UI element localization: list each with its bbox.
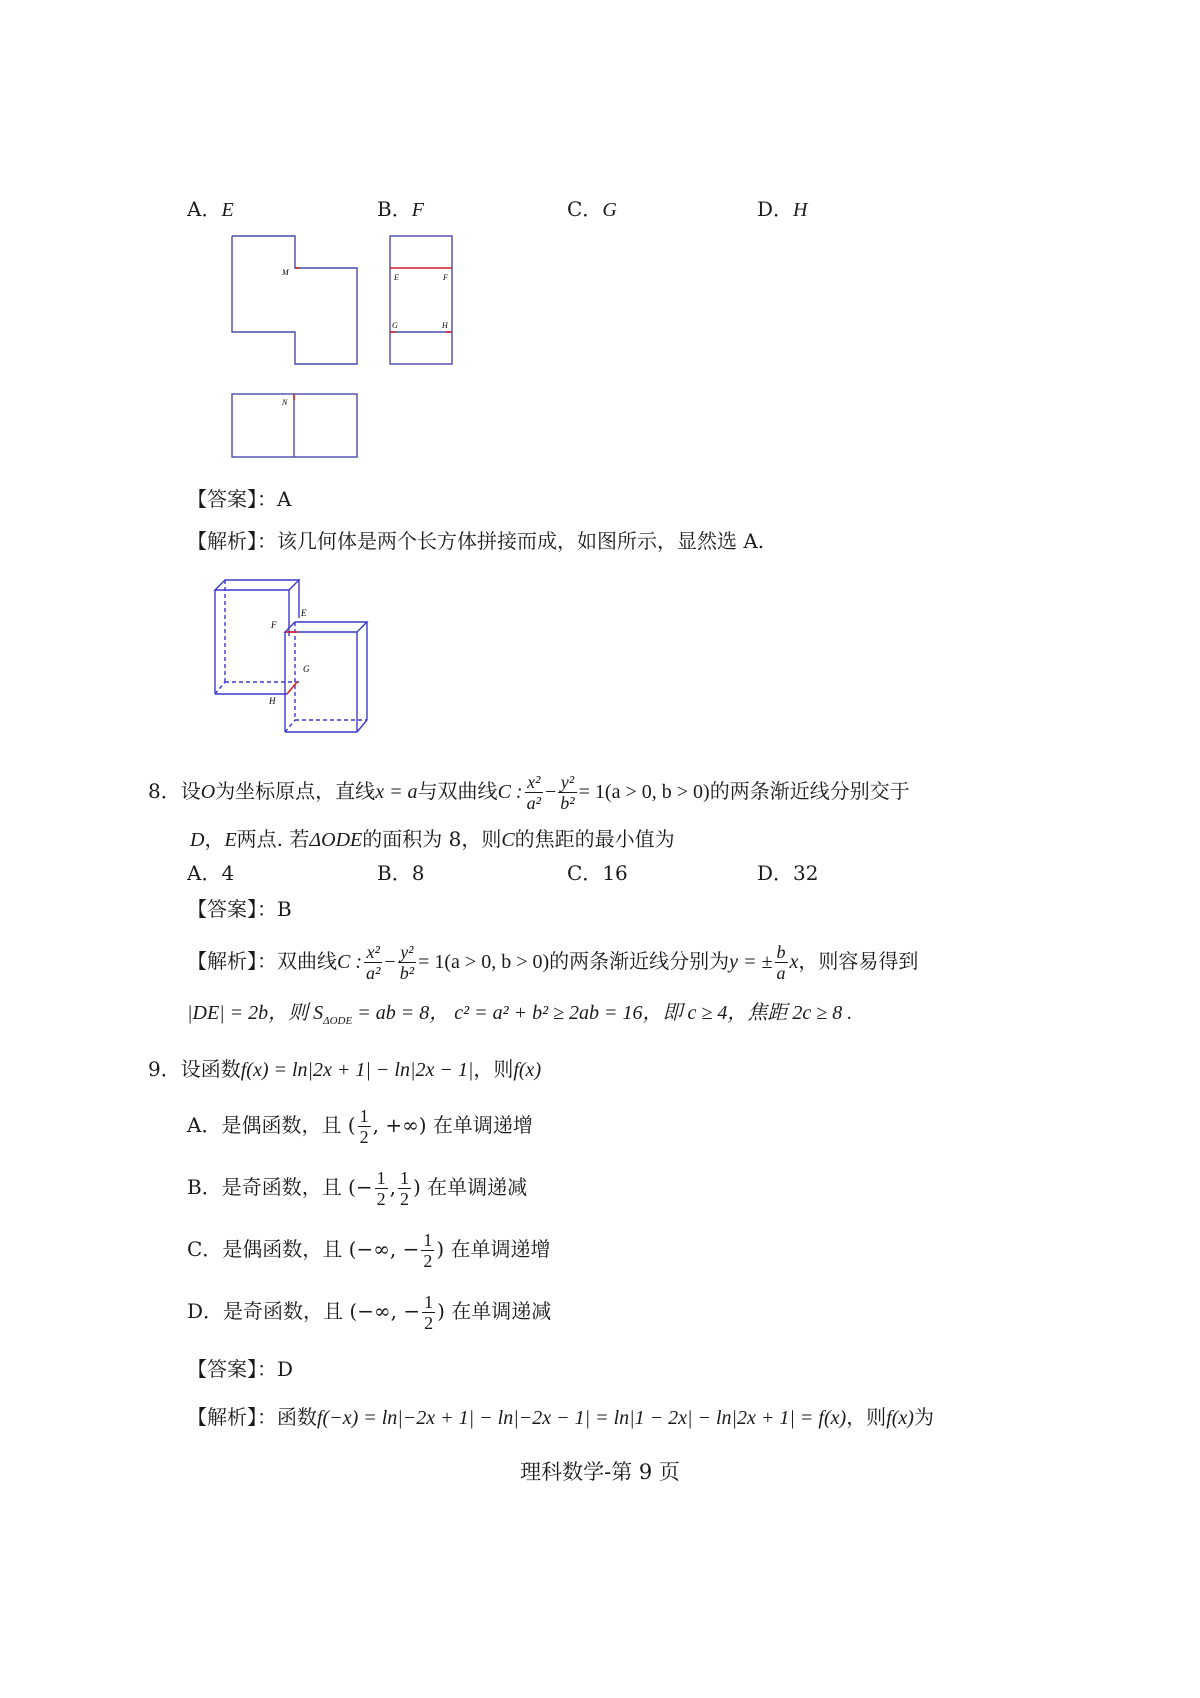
option-key: D． (757, 197, 794, 221)
option-value: H (793, 199, 808, 221)
analysis-text: 为 (913, 1405, 934, 1429)
answer-tag: 【答案】： (187, 897, 277, 921)
analysis-math: − (384, 951, 396, 973)
analysis-tag: 【解析】： (187, 529, 277, 553)
frac-den: 2 (423, 1251, 433, 1271)
analysis-math: = ab = 8， c² = a² + b² ≥ 2ab = 16，即 c ≥ 4，焦距 2c ≥ 8 . (352, 1002, 853, 1024)
frac-den: 2 (376, 1189, 386, 1209)
analysis-math: = 1(a > 0, b > 0) (418, 951, 550, 973)
q8-stem-line1 (148, 772, 910, 813)
q7-option-c (567, 196, 617, 223)
label-g: G (392, 321, 398, 330)
q8-analysis-line1 (187, 942, 918, 983)
label-h: H (442, 321, 448, 330)
q9-answer (187, 1356, 293, 1382)
frac-num: 1 (424, 1292, 434, 1312)
q8-text: 的面积为 8，则 (362, 827, 502, 851)
q7-solid-figure (205, 570, 385, 740)
q8-analysis-frac-x (364, 942, 382, 983)
option-text: ) 在单调递减 (437, 1299, 552, 1323)
frac-den: a (776, 963, 786, 983)
q9-option-a (187, 1106, 533, 1147)
q8-text: 设 (180, 779, 201, 803)
option-value: 16 (602, 861, 628, 885)
q8-math: x = a (375, 781, 418, 803)
q9-option-b (187, 1168, 527, 1209)
q9-text: ，则 (473, 1057, 514, 1081)
q8-math: ΔODE (309, 829, 363, 851)
q8-analysis-frac-y (398, 942, 416, 983)
option-key: A． (187, 1113, 222, 1137)
analysis-tag: 【解析】： (187, 1405, 277, 1429)
frac-den: b² (399, 963, 415, 983)
answer-value: D (277, 1357, 294, 1381)
option-text: , (389, 1175, 396, 1199)
option-value: F (411, 199, 424, 221)
answer-tag: 【答案】： (187, 1357, 277, 1381)
q7-analysis (187, 528, 764, 554)
option-value: E (221, 199, 234, 221)
q7-net-figure (220, 228, 470, 468)
q9-number: 9． (148, 1057, 181, 1081)
solid-label-h: H (269, 696, 276, 706)
analysis-text: 双曲线 (277, 949, 337, 973)
option-key: A． (187, 861, 222, 885)
q9-math: f(x) = ln|2x + 1| − ln|2x − 1| (240, 1059, 474, 1081)
q8-math: O (200, 781, 216, 803)
q9-analysis (187, 1404, 934, 1431)
q9-text: 设函数 (180, 1057, 241, 1081)
q9-math: f(x) (513, 1059, 542, 1081)
q8-text: 两点. 若 (236, 827, 310, 851)
q8-stem-line2 (190, 826, 675, 853)
frac-num: x² (364, 942, 382, 963)
option-text: , +∞) 在单调递增 (372, 1113, 533, 1137)
option-frac (358, 1106, 371, 1147)
option-text: 是奇函数，且 (−∞, − (223, 1299, 421, 1323)
option-text: 是偶函数，且 ( (221, 1113, 356, 1137)
q8-option-a (187, 860, 234, 886)
label-m: M (282, 268, 289, 277)
q7-option-d (757, 196, 808, 223)
q8-text: 为坐标原点，直线 (215, 779, 376, 803)
analysis-sub: ΔODE (323, 1015, 353, 1027)
option-frac-2 (398, 1168, 411, 1209)
analysis-math: f(x) (886, 1407, 914, 1429)
analysis-text: ，则容易得到 (798, 949, 919, 973)
label-f: F (443, 273, 448, 282)
frac-num: x² (525, 772, 543, 793)
solid-label-g: G (303, 664, 310, 674)
option-text: ) 在单调递增 (436, 1237, 551, 1261)
frac-num: 1 (359, 1106, 369, 1126)
q7-answer (187, 486, 291, 512)
frac-den: 2 (399, 1189, 409, 1209)
option-frac (421, 1230, 434, 1271)
frac-num: b (776, 942, 786, 962)
q8-number: 8． (148, 779, 181, 803)
q8-math: C : (497, 781, 523, 803)
q8-text: 与双曲线 (417, 779, 498, 803)
option-key: B． (377, 197, 412, 221)
q9-stem (148, 1056, 541, 1083)
q9-option-c (187, 1230, 551, 1271)
q8-option-d (757, 860, 819, 886)
q8-option-c (567, 860, 628, 886)
frac-num: 1 (399, 1168, 409, 1188)
analysis-text: 的两条渐近线分别为 (549, 949, 730, 973)
q8-option-b (377, 860, 424, 886)
analysis-text: 该几何体是两个长方体拼接而成，如图所示，显然选 A. (277, 529, 765, 553)
answer-value: B (277, 897, 292, 921)
q8-analysis-line2 (187, 1000, 852, 1034)
frac-den: 2 (359, 1127, 369, 1147)
analysis-math: |DE| = 2b，则 S (187, 1002, 324, 1024)
solid-label-e: E (301, 608, 307, 618)
label-n: N (282, 398, 288, 407)
q7-option-a (187, 196, 234, 223)
q8-math: − (544, 781, 557, 803)
option-value: 32 (793, 861, 819, 885)
analysis-text: 函数 (277, 1405, 317, 1429)
frac-den: a² (526, 793, 541, 813)
option-key: A． (187, 197, 222, 221)
frac-den: a² (366, 963, 381, 983)
analysis-math: y = ± (729, 951, 773, 973)
frac-den: b² (560, 793, 575, 813)
option-text: 是偶函数，且 (−∞, − (222, 1237, 420, 1261)
q8-answer (187, 896, 292, 922)
frac-den: 2 (424, 1313, 434, 1333)
option-key: D． (757, 861, 794, 885)
analysis-math: f(−x) = ln|−2x + 1| − ln|−2x − 1| = ln|1 − 2x| − ln|2x + 1| = f(x) (317, 1407, 847, 1429)
frac-num: 1 (376, 1168, 386, 1188)
q8-math: D (190, 829, 205, 851)
option-key: B． (377, 861, 412, 885)
option-key: C． (567, 197, 603, 221)
q9-option-d (187, 1292, 551, 1333)
frac-num: y² (558, 772, 576, 793)
solid-label-f: F (271, 620, 277, 630)
q8-text: ， (204, 827, 225, 851)
frac-num: 1 (423, 1230, 433, 1250)
analysis-math: C : (337, 951, 362, 973)
q7-option-b (377, 196, 424, 223)
analysis-tag: 【解析】： (187, 949, 277, 973)
q8-text: 的焦距的最小值为 (514, 827, 675, 851)
option-key: B． (187, 1175, 222, 1199)
option-value: 4 (221, 861, 235, 885)
option-frac (422, 1292, 435, 1333)
option-key: C． (187, 1237, 223, 1261)
analysis-math: x (789, 951, 799, 973)
option-key: D． (187, 1299, 224, 1323)
q8-analysis-frac-ba (775, 942, 788, 983)
option-value: 8 (411, 861, 425, 885)
analysis-text: ，则 (846, 1405, 887, 1429)
answer-value: A (277, 487, 292, 511)
answer-tag: 【答案】： (187, 487, 277, 511)
option-key: C． (567, 861, 603, 885)
label-e: E (394, 273, 399, 282)
option-value: G (602, 199, 617, 221)
page-footer: 理科数学-第 9 页 (520, 1460, 680, 1484)
option-text: ) 在单调递减 (412, 1175, 528, 1199)
q8-frac-y (558, 772, 576, 813)
q8-frac-x (525, 772, 543, 813)
q8-math: = 1(a > 0, b > 0) (578, 781, 710, 803)
option-text: 是奇函数，且 (− (221, 1175, 373, 1199)
q8-math: C (501, 829, 515, 851)
q8-math: E (224, 829, 237, 851)
option-frac (375, 1168, 388, 1209)
q8-text: 的两条渐近线分别交于 (709, 779, 910, 803)
frac-num: y² (398, 942, 416, 963)
